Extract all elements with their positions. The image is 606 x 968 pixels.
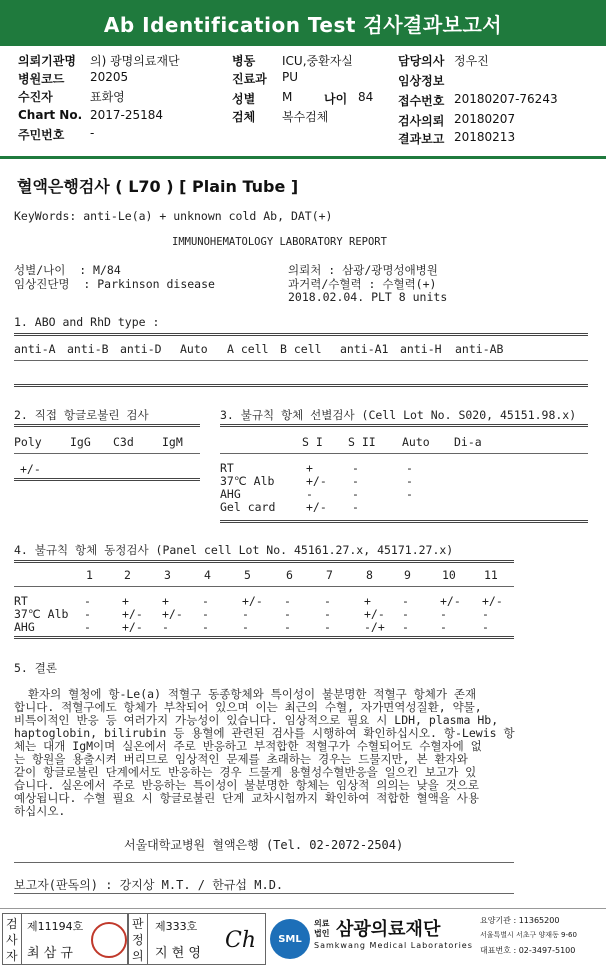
- panel-cell: -: [324, 607, 331, 621]
- panel-cell: +/-: [364, 607, 385, 621]
- screen-cell: +: [306, 461, 313, 475]
- screen-header-s1: S I: [302, 435, 323, 449]
- org-type: [314, 919, 329, 939]
- reviewer-license: 제333호: [155, 920, 198, 933]
- panel-cell: +: [122, 594, 129, 608]
- section5-title: 5. 결론: [14, 661, 57, 675]
- footer: [0, 908, 606, 968]
- panel-cell: -: [324, 620, 331, 634]
- panel-cell: +: [162, 594, 169, 608]
- value-patient-name: 표화영: [90, 90, 125, 104]
- reviewer-signature: Ch: [225, 928, 257, 953]
- panel-cell: -: [84, 594, 91, 608]
- value-resident-no: -: [90, 126, 95, 140]
- value-doctor: 정우진: [454, 54, 489, 68]
- panel-cell: +/-: [440, 594, 461, 608]
- conclusion-line: 합니다. 적혈구에도 항체가 부착되어 있으며 이는 최근의 수혈, 자가면역성질환, 약물,: [14, 700, 482, 714]
- divider: [14, 478, 200, 481]
- label-requesting-org: 의뢰기관명: [18, 54, 76, 68]
- panel-cell: -: [84, 620, 91, 634]
- conclusion-line: 환자의 혈청에 항-Le(a) 적혈구 동종항체와 특이성이 불분명한 적혈구 항체가 존재: [14, 687, 477, 701]
- screen-cell: -: [406, 487, 413, 501]
- org-type-1: 의료: [314, 919, 330, 928]
- contact-phone: 대표번호 : 02-3497-5100: [480, 946, 576, 955]
- divider: [14, 893, 514, 894]
- tester-seal: [91, 922, 127, 958]
- divider: [14, 384, 588, 387]
- divider: [14, 360, 588, 361]
- patient-sex-age: 성별/나이 : M/84: [14, 263, 121, 277]
- lab-title: IMMUNOHEMATOLOGY LABORATORY REPORT: [172, 236, 387, 248]
- abo-header-4: Auto: [180, 342, 208, 356]
- panel-header-cell: 11: [484, 568, 498, 582]
- label-ward: 병동: [232, 54, 256, 68]
- panel-cell: -: [162, 620, 169, 634]
- panel-header-cell: 3: [164, 568, 171, 582]
- contact-code: 요양기관 : 11365200: [480, 916, 560, 925]
- screen-cell: -: [352, 500, 359, 514]
- label-sex: 성별: [232, 92, 256, 106]
- panel-cell: -: [202, 620, 209, 634]
- value-specimen: 복수검체: [282, 110, 329, 124]
- panel-header-cell: 8: [366, 568, 373, 582]
- org-name: 삼광의료재단: [336, 919, 441, 940]
- section3-title: 3. 불규칙 항체 선별검사 (Cell Lot No. S020, 45151.98.x): [220, 408, 577, 422]
- screen-cell: +/-: [306, 500, 327, 514]
- conclusion-line: 예상됩니다. 수혈 필요 시 항글로불린 단계 교차시험까지 확인하여 적합한 혈액을 사용: [14, 791, 479, 805]
- report-title: Ab Identification Test 검사결과보고서: [103, 12, 503, 37]
- abo-header-2: anti-B: [67, 342, 109, 356]
- dat-header-poly: Poly: [14, 435, 42, 449]
- conclusion-line: 체는 대개 IgM이며 실온에서 주로 반응하고 부적합한 적혈구가 수혈되어도 수혈자에 없: [14, 739, 482, 753]
- org-english-name: Samkwang Medical Laboratories: [314, 941, 473, 950]
- abo-header-9: anti-AB: [455, 342, 504, 356]
- panel-cell: +/-: [122, 620, 143, 634]
- report-header: [0, 0, 606, 46]
- panel-header-cell: 2: [124, 568, 131, 582]
- divider: [220, 424, 588, 427]
- label-specimen: 검체: [232, 110, 256, 124]
- panel-cell: -: [440, 620, 447, 634]
- tester-box: [2, 913, 128, 965]
- abo-header-1: anti-A: [14, 342, 56, 356]
- screen-row-label: Gel card: [220, 500, 276, 514]
- panel-cell: -: [242, 620, 249, 634]
- panel-cell: -: [402, 594, 409, 608]
- panel-cell: -/+: [364, 620, 385, 634]
- conclusion-line: 하십시오.: [14, 804, 66, 818]
- panel-cell: +/-: [242, 594, 263, 608]
- screen-header-auto: Auto: [402, 435, 430, 449]
- panel-header-cell: 5: [244, 568, 251, 582]
- panel-cell: +/-: [122, 607, 143, 621]
- panel-header-cell: 1: [86, 568, 93, 582]
- divider: [14, 586, 514, 587]
- panel-row-label: 37℃ Alb: [14, 607, 69, 621]
- conclusion-line: 비특이적인 반응 등 여러가지 가능성이 있습니다. 임상적으로 필요 시 LDH, plasma Hb,: [14, 713, 499, 727]
- value-sex: M: [282, 90, 293, 104]
- reviewer-label: 판정의: [132, 917, 144, 963]
- divider: [14, 862, 514, 863]
- panel-cell: -: [284, 607, 291, 621]
- panel-cell: -: [482, 620, 489, 634]
- panel-row-label: RT: [14, 594, 28, 608]
- sml-logo: SML: [270, 919, 310, 959]
- conclusion-line: 는 항원을 용출시켜 버리므로 임상적인 문제를 초래하는 경우는 드물지만, 본 환자와: [14, 752, 468, 766]
- panel-cell: +/-: [482, 594, 503, 608]
- panel-cell: +: [364, 594, 371, 608]
- panel-header-cell: 4: [204, 568, 211, 582]
- tester-label: 검사자: [6, 917, 18, 963]
- label-resident-no: 주민번호: [18, 128, 65, 142]
- reviewer-name: 지 현 영: [155, 946, 201, 961]
- panel-cell: -: [440, 607, 447, 621]
- panel-cell: -: [284, 594, 291, 608]
- abo-header-5: A cell: [227, 342, 269, 356]
- value-hospital-code: 20205: [90, 70, 129, 84]
- tester-license: 제11194호: [27, 920, 84, 933]
- divider: [14, 453, 200, 454]
- panel-cell: +/-: [162, 607, 183, 621]
- panel-header-cell: 6: [286, 568, 293, 582]
- panel-cell: -: [402, 620, 409, 634]
- label-age: 나이: [324, 92, 348, 106]
- screen-cell: -: [306, 487, 313, 501]
- reviewer-box: [128, 913, 266, 965]
- panel-cell: -: [284, 620, 291, 634]
- transfusion-history: 과거력/수혈력 : 수혈력(+): [288, 277, 437, 291]
- value-requesting-org: 의) 광명의료재단: [90, 54, 180, 68]
- screen-row-label: AHG: [220, 487, 241, 501]
- label-chart-no: Chart No.: [18, 108, 83, 122]
- divider: [220, 520, 588, 523]
- panel-cell: -: [202, 607, 209, 621]
- divider: [220, 453, 588, 454]
- panel-cell: -: [202, 594, 209, 608]
- value-chart-no: 2017-25184: [90, 108, 164, 122]
- label-receipt-no: 접수번호: [398, 94, 445, 108]
- panel-header-cell: 9: [404, 568, 411, 582]
- hospital-bloodbank: 서울대학교병원 혈액은행 (Tel. 02-2072-2504): [124, 838, 404, 852]
- screen-header-s2: S II: [348, 435, 376, 449]
- reporter: 보고자(판독의) : 강지상 M.T. / 한규섭 M.D.: [14, 878, 284, 892]
- section1-title: 1. ABO and RhD type :: [14, 315, 160, 329]
- screen-cell: +/-: [306, 474, 327, 488]
- screen-cell: -: [352, 487, 359, 501]
- value-age: 84: [358, 90, 374, 104]
- section2-title: 2. 직접 항글로불린 검사: [14, 408, 149, 422]
- tester-name: 최 삼 규: [27, 946, 73, 961]
- panel-cell: -: [324, 594, 331, 608]
- abo-header-8: anti-H: [400, 342, 442, 356]
- abo-header-7: anti-A1: [340, 342, 389, 356]
- dat-value-poly: +/-: [20, 462, 41, 476]
- org-type-2: 법인: [314, 929, 330, 938]
- screen-row-label: RT: [220, 461, 234, 475]
- keywords: KeyWords: anti-Le(a) + unknown cold Ab, DAT(+): [14, 209, 333, 223]
- divider: [14, 636, 514, 639]
- label-report-date: 결과보고: [398, 132, 445, 146]
- screen-row-label: 37℃ Alb: [220, 474, 275, 488]
- label-hospital-code: 병원코드: [18, 72, 65, 86]
- label-doctor: 담당의사: [398, 54, 445, 68]
- abo-header-6: B cell: [280, 342, 322, 356]
- value-report-date: 20180213: [454, 130, 516, 144]
- dat-header-igm: IgM: [162, 435, 183, 449]
- abo-header-3: anti-D: [120, 342, 162, 356]
- conclusion-line: haptoglobin, bilirubin 등 용혈에 관련된 검사를 시행하여 확인하십시오. 항-Lewis 항: [14, 726, 515, 740]
- label-clinical-info: 임상정보: [398, 74, 445, 88]
- value-ward: ICU,중환자실: [282, 54, 353, 68]
- panel-cell: -: [482, 607, 489, 621]
- panel-header-cell: 10: [442, 568, 456, 582]
- screen-cell: -: [352, 474, 359, 488]
- value-receipt-no: 20180207-76243: [454, 92, 558, 106]
- value-department: PU: [282, 70, 299, 84]
- header-separator: [0, 156, 606, 159]
- divider: [14, 560, 514, 563]
- panel-header-cell: 7: [326, 568, 333, 582]
- referral-org: 의뢰처 : 삼광/광명성애병원: [288, 263, 438, 277]
- transfusion-detail: 2018.02.04. PLT 8 units: [288, 290, 448, 304]
- screen-cell: -: [352, 461, 359, 475]
- panel-cell: -: [84, 607, 91, 621]
- section4-title: 4. 불규칙 항체 동정검사 (Panel cell Lot No. 45161.27.x, 45171.27.x): [14, 543, 454, 557]
- contact-address: 서울특별시 서초구 양재동 9-60: [480, 931, 577, 939]
- value-request-date: 20180207: [454, 112, 516, 126]
- screen-cell: -: [406, 461, 413, 475]
- screen-cell: -: [406, 474, 413, 488]
- conclusion-line: 같이 항글로불린 단계에서도 반응하는 경우 드물게 용혈성수혈반응을 일으킨 보고가 있: [14, 765, 477, 779]
- screen-header-dia: Di-a: [454, 435, 482, 449]
- panel-row-label: AHG: [14, 620, 35, 634]
- dat-header-igg: IgG: [70, 435, 91, 449]
- panel-cell: -: [402, 607, 409, 621]
- label-request-date: 검사의뢰: [398, 114, 445, 128]
- patient-diagnosis: 임상진단명 : Parkinson disease: [14, 277, 215, 291]
- conclusion-line: 습니다. 실온에서 주로 반응하는 특이성이 불분명한 항체는 임상적 의의는 낮을 것으로: [14, 778, 479, 792]
- divider: [14, 333, 588, 336]
- label-department: 진료과: [232, 72, 267, 86]
- main-title: 혈액은행검사 ( L70 ) [ Plain Tube ]: [17, 177, 299, 196]
- label-patient-name: 수진자: [18, 90, 53, 104]
- divider: [14, 424, 200, 427]
- panel-cell: -: [242, 607, 249, 621]
- dat-header-c3d: C3d: [113, 435, 134, 449]
